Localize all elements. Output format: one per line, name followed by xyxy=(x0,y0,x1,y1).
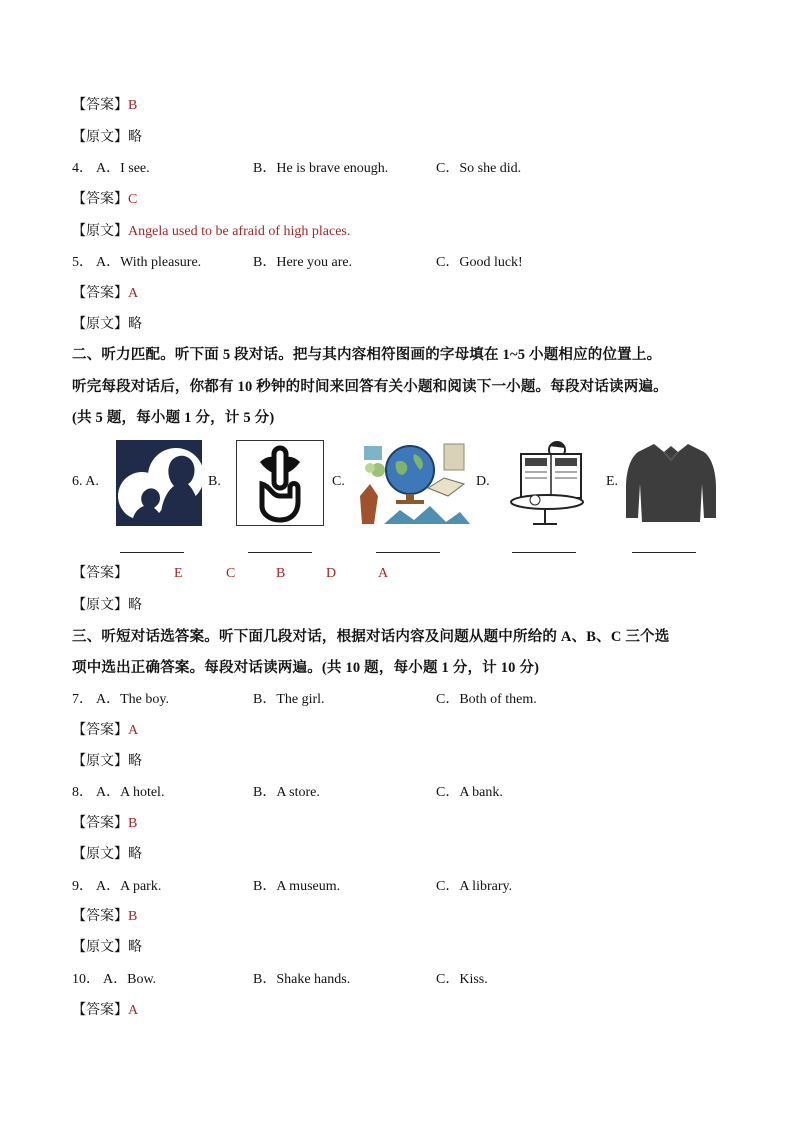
original-value: 略 xyxy=(128,598,142,613)
section2-heading-line1: 二、听力匹配。听下面 5 段对话。把与其内容相符图画的字母填在 1~5 小题相应的位置上。 xyxy=(72,347,662,363)
question-5 xyxy=(72,253,722,273)
original-tag: 【原文】 xyxy=(72,847,128,862)
picture-label-e: E. xyxy=(606,474,619,489)
section3-heading-line2: 项中选出正确答案。每段对话读两遍。(共 10 题，每小题 1 分，计 10 分) xyxy=(72,660,540,676)
option-a: A．A hotel. xyxy=(96,785,165,800)
geography-study-icon xyxy=(360,440,470,526)
answer-line xyxy=(72,721,138,741)
question-number: 8． xyxy=(72,785,93,800)
answer-tag: 【答案】 xyxy=(72,816,128,831)
answer-value: E xyxy=(174,566,183,581)
option-a: A．The boy. xyxy=(96,692,169,707)
original-tag: 【原文】 xyxy=(72,754,128,769)
original-line xyxy=(72,222,350,242)
answer-tag: 【答案】 xyxy=(72,566,128,581)
option-a: A．I see. xyxy=(96,161,150,176)
picture-label-c: C. xyxy=(332,474,345,489)
question-number: 4． xyxy=(72,161,93,176)
option-c: C．So she did. xyxy=(436,161,522,176)
question-7 xyxy=(72,690,722,710)
original-line xyxy=(72,938,142,958)
section2-heading-line2: 听完每段对话后，你都有 10 秒钟的时间来回答有关小题和阅读下一小题。每段对话读两遍。 xyxy=(72,379,668,395)
section3-heading-line1: 三、听短对话选答案。听下面几段对话，根据对话内容及问题从题中所给的 A、B、C 三个选 xyxy=(72,629,670,645)
original-value: 略 xyxy=(128,754,142,769)
original-value: 略 xyxy=(128,847,142,862)
newspaper-reader-icon xyxy=(505,440,589,526)
answer-value: C xyxy=(128,192,138,207)
question-number: 10． xyxy=(72,972,100,987)
answer-value: B xyxy=(128,816,138,831)
answer-line xyxy=(72,96,137,116)
original-value: 略 xyxy=(128,940,142,955)
answer-blank xyxy=(248,552,312,553)
option-b: B．Here you are. xyxy=(253,255,353,270)
question-number: 5． xyxy=(72,255,93,270)
answer-tag: 【答案】 xyxy=(72,286,128,301)
answer-line xyxy=(72,814,137,834)
picture-label-d: D. xyxy=(476,474,490,489)
answer-value: A xyxy=(128,723,139,738)
option-b: B．The girl. xyxy=(253,692,325,707)
option-a: A．A park. xyxy=(96,879,162,894)
question-number: 9． xyxy=(72,879,93,894)
original-line xyxy=(72,752,142,772)
answer-blank xyxy=(120,552,184,553)
question-6-label: 6. A. xyxy=(72,474,99,489)
answer-blank xyxy=(632,552,696,553)
option-c: C．Good luck! xyxy=(436,255,523,270)
option-a: A．Bow. xyxy=(103,972,157,987)
answer-value: B xyxy=(276,566,286,581)
question-8 xyxy=(72,783,722,803)
question-9 xyxy=(72,877,722,897)
original-tag: 【原文】 xyxy=(72,317,128,332)
answer-value: A xyxy=(378,566,389,581)
section2-answer-line xyxy=(72,564,472,584)
answer-value: A xyxy=(128,1003,139,1018)
answer-tag: 【答案】 xyxy=(72,909,128,924)
answer-tag: 【答案】 xyxy=(72,723,128,738)
question-number: 7． xyxy=(72,692,93,707)
original-line xyxy=(72,315,142,335)
original-line xyxy=(72,845,142,865)
option-c: C．A bank. xyxy=(436,785,503,800)
answer-line xyxy=(72,907,137,927)
answer-blank xyxy=(376,552,440,553)
answer-value: A xyxy=(128,286,139,301)
mother-child-icon xyxy=(116,440,202,526)
original-tag: 【原文】 xyxy=(72,224,128,239)
answer-tag: 【答案】 xyxy=(72,98,128,113)
original-tag: 【原文】 xyxy=(72,130,128,145)
answer-value: C xyxy=(226,566,236,581)
answer-value: B xyxy=(128,909,138,924)
option-c: C．Kiss. xyxy=(436,972,488,987)
option-b: B．Shake hands. xyxy=(253,972,351,987)
option-c: C．Both of them. xyxy=(436,692,537,707)
original-value: 略 xyxy=(128,130,142,145)
option-b: B．A store. xyxy=(253,785,320,800)
option-b: B．He is brave enough. xyxy=(253,161,389,176)
answer-blank xyxy=(512,552,576,553)
original-line xyxy=(72,596,142,616)
original-line xyxy=(72,128,142,148)
answer-line xyxy=(72,1001,138,1021)
answer-value: B xyxy=(128,98,138,113)
jacket-icon xyxy=(624,440,718,522)
original-value: 略 xyxy=(128,317,142,332)
picture-label-b: B. xyxy=(208,474,221,489)
option-a: A．With pleasure. xyxy=(96,255,202,270)
answer-value: D xyxy=(326,566,337,581)
answer-line xyxy=(72,284,138,304)
answer-tag: 【答案】 xyxy=(72,1003,128,1018)
silence-gesture-icon xyxy=(236,440,324,526)
original-tag: 【原文】 xyxy=(72,598,128,613)
option-b: B．A museum. xyxy=(253,879,341,894)
question-10 xyxy=(72,970,722,990)
answer-line xyxy=(72,190,137,210)
section2-heading-line3: (共 5 题，每小题 1 分，计 5 分) xyxy=(72,410,275,426)
question-4 xyxy=(72,159,722,179)
original-value: Angela used to be afraid of high places. xyxy=(128,224,351,239)
original-tag: 【原文】 xyxy=(72,940,128,955)
option-c: C．A library. xyxy=(436,879,513,894)
answer-tag: 【答案】 xyxy=(72,192,128,207)
